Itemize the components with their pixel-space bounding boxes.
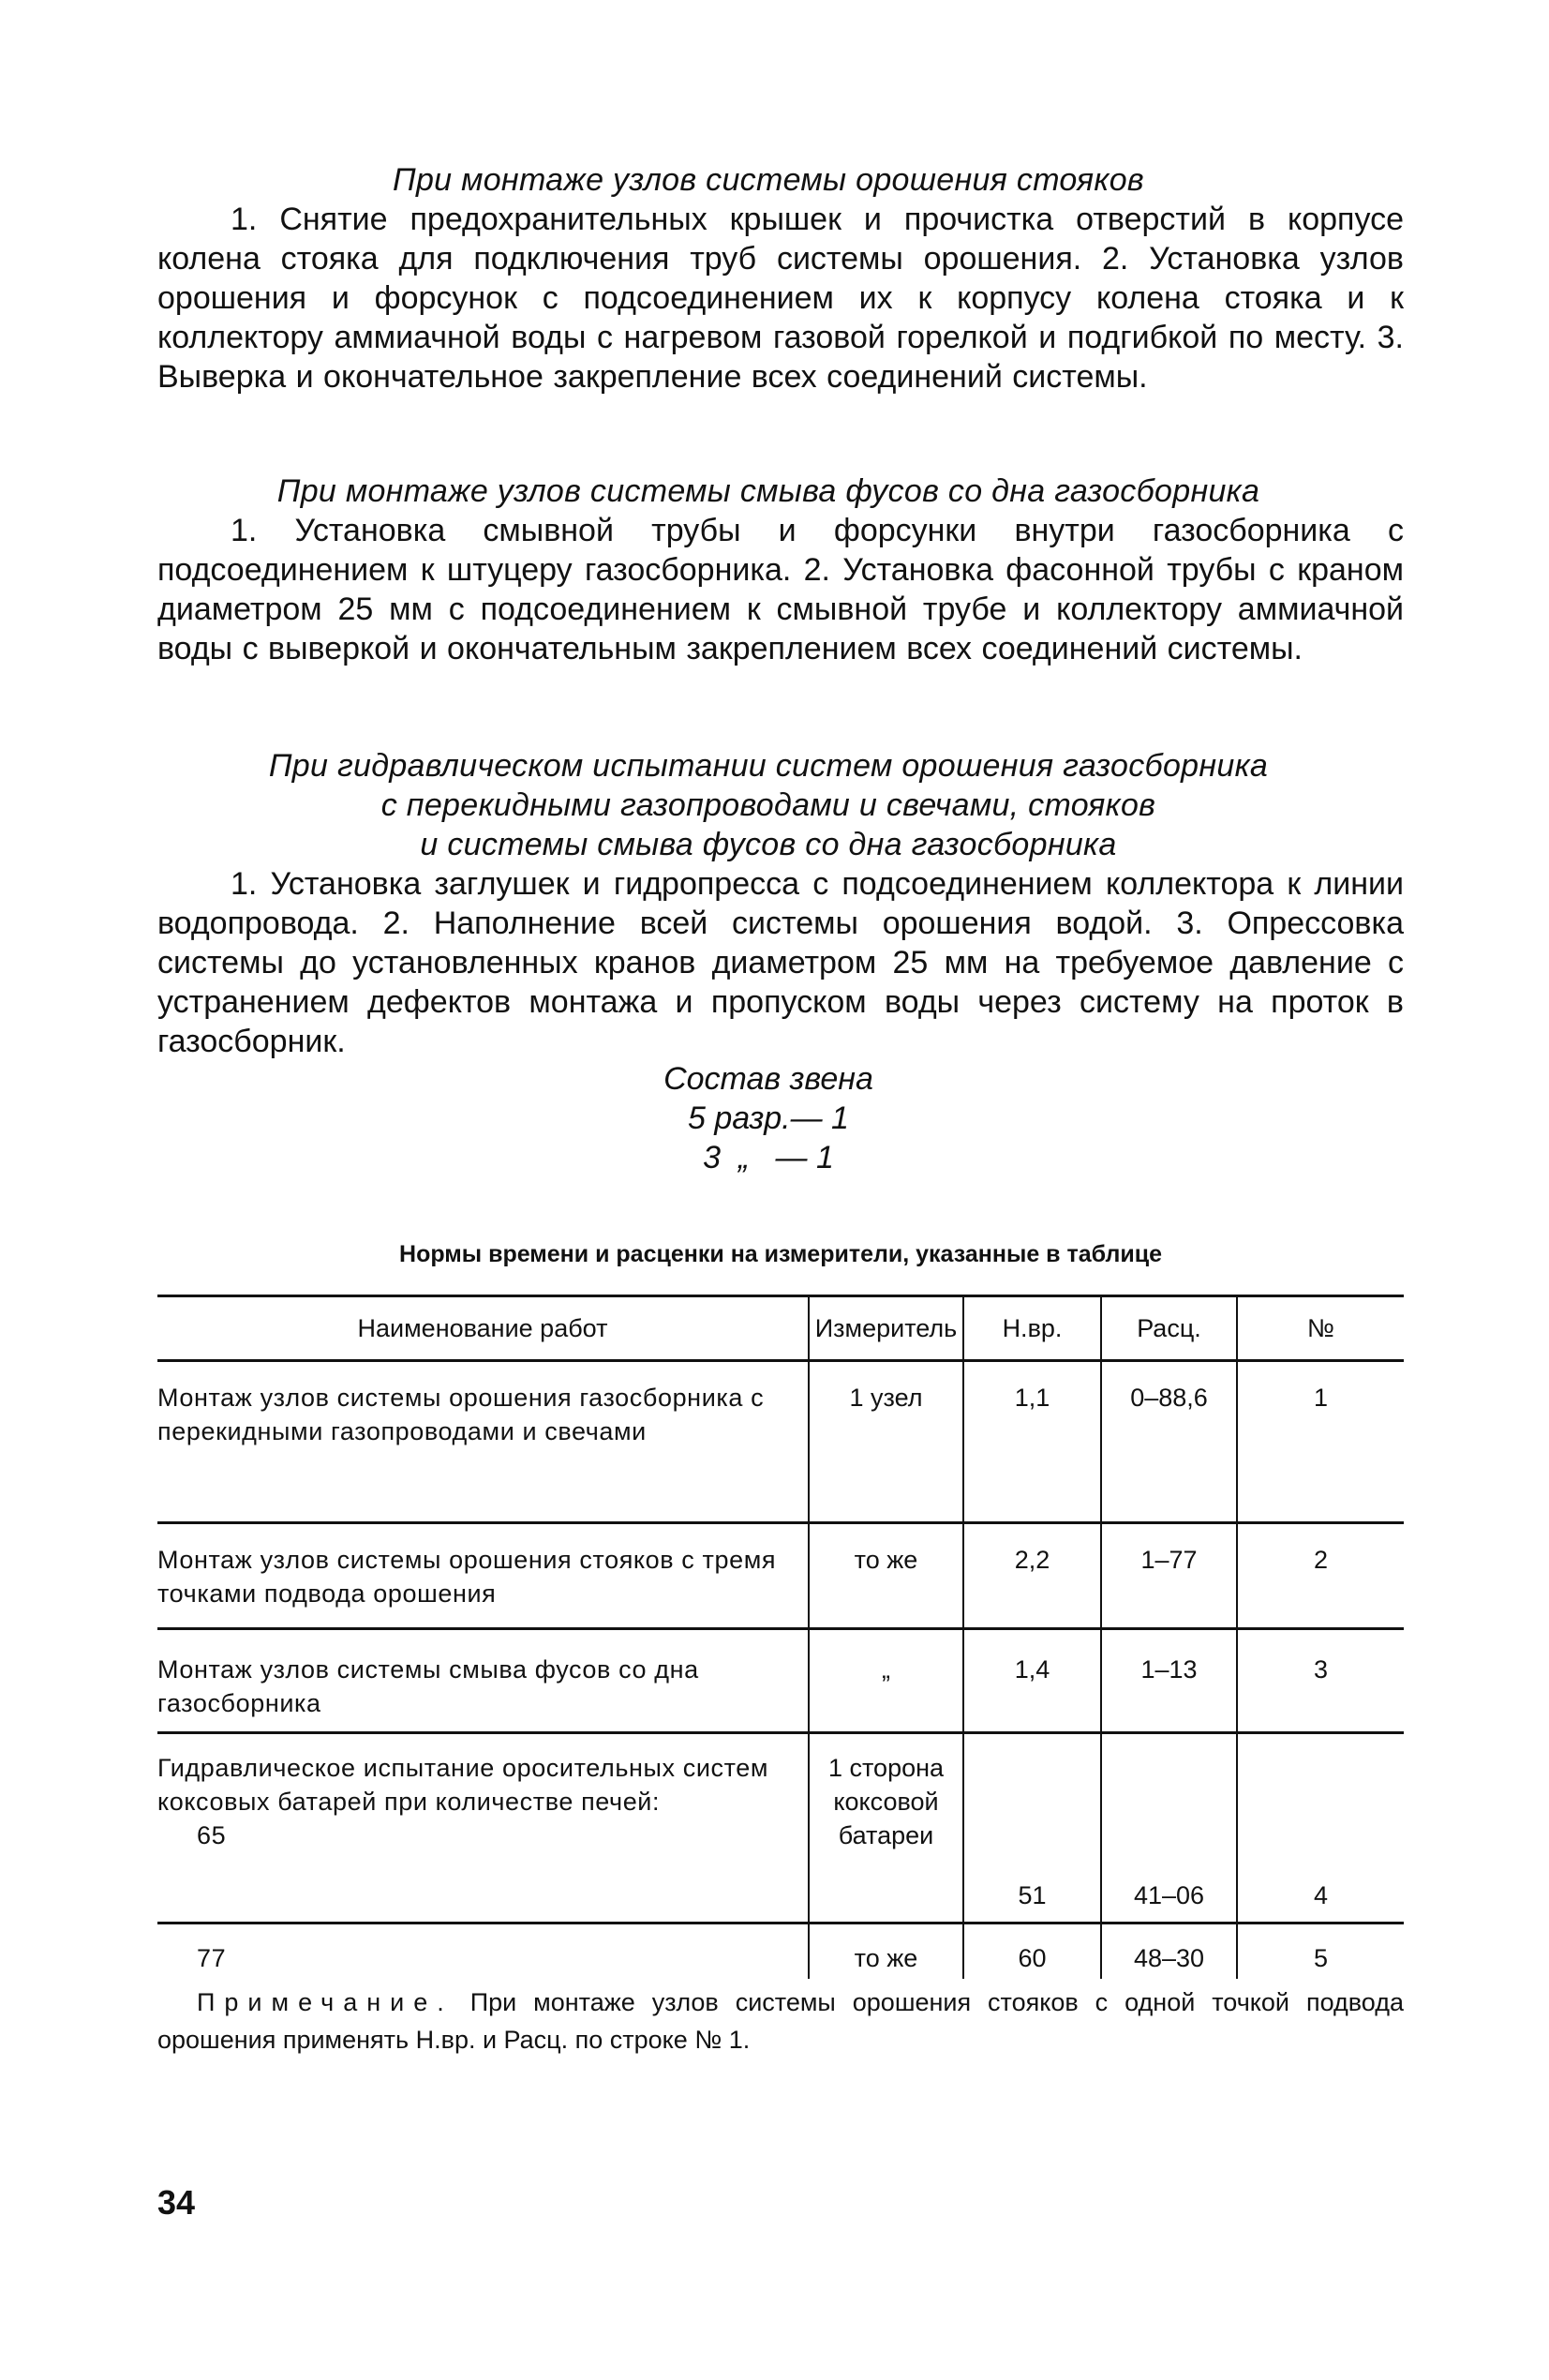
cell-rate: 0–88,6 — [1101, 1361, 1237, 1523]
cell-furnace-count: 77 — [197, 1944, 227, 1972]
header-unit: Измеритель — [809, 1296, 963, 1361]
cell-norm-time: 1,1 — [963, 1361, 1101, 1523]
table-row — [157, 1361, 1404, 1523]
table-row — [157, 1523, 1404, 1629]
page-number: 34 — [157, 2183, 196, 2222]
cell-rate: 41–06 — [1101, 1733, 1237, 1923]
section-heading-3-line-1: При гидравлическом испытании систем орошения газосборника — [268, 748, 1269, 784]
header-number: № — [1237, 1296, 1404, 1361]
note-text: При монтаже узлов системы орошения стояков с одной точкой подвода орошения применять Н.вр. и Расц. по строке № 1. — [157, 1988, 1404, 2054]
section-heading-3-line-2: с перекидными газопроводами и свечами, стояков — [380, 787, 1156, 823]
crew-line-1: 5 разр.— 1 — [688, 1100, 849, 1136]
cell-number: 4 — [1237, 1733, 1404, 1923]
crew-composition — [562, 1059, 975, 1177]
crew-line-2: 3 „ — 1 — [703, 1140, 834, 1175]
norms-table — [157, 1295, 1404, 1979]
cell-work-name: Монтаж узлов системы орошения газосборника с перекидными газопроводами и свечами — [157, 1361, 809, 1523]
section-paragraph-2: 1. Установка смывной трубы и форсунки внутри газосборника с подсоединением к штуцеру газосборника. 2. Установка фасонной трубы с краном диаметром 25 мм с подсоединением к смывной трубе и коллектору аммиачной воды с выверкой и окончательным закреплением всех соединений системы. — [157, 513, 1404, 666]
cell-unit: 1 узел — [809, 1361, 963, 1523]
cell-rate: 1–77 — [1101, 1523, 1237, 1629]
table-header-row — [157, 1296, 1404, 1361]
cell-norm-time: 1,4 — [963, 1629, 1101, 1733]
cell-furnace-count: 65 — [197, 1821, 227, 1849]
cell-work-name: Монтаж узлов системы орошения стояков с тремя точками подвода орошения — [157, 1523, 809, 1629]
section-text-1 — [157, 200, 1404, 397]
table-row — [157, 1923, 1404, 1980]
cell-work-name-text: Гидравлическое испытание оросительных систем коксовых батарей при количестве печей: — [157, 1754, 769, 1816]
cell-unit: то же — [809, 1923, 963, 1980]
section-paragraph-3: 1. Установка заглушек и гидропресса с подсоединением коллектора к линии водопровода. 2. Наполнение всей системы орошения водой. 3. Опрессовка системы до установленных кранов диаметром 25 мм на требуемое давление с устранением дефектов монтажа и пропуском воды через систему на проток в газосборник. — [157, 866, 1404, 1059]
cell-number: 3 — [1237, 1629, 1404, 1733]
table-caption: Нормы времени и расценки на измерители, указанные в таблице — [399, 1241, 1162, 1267]
cell-number: 2 — [1237, 1523, 1404, 1629]
table-row — [157, 1733, 1404, 1923]
cell-unit: то же — [809, 1523, 963, 1629]
cell-norm-time: 51 — [963, 1733, 1101, 1923]
cell-work-name — [157, 1923, 809, 1980]
table-note — [157, 1983, 1404, 2058]
cell-norm-time: 2,2 — [963, 1523, 1101, 1629]
header-work-name: Наименование работ — [157, 1296, 809, 1361]
cell-rate: 48–30 — [1101, 1923, 1237, 1980]
crew-title: Состав звена — [663, 1061, 873, 1097]
cell-number: 5 — [1313, 1944, 1329, 1972]
header-rate: Расц. — [1101, 1296, 1237, 1361]
section-text-3 — [157, 864, 1404, 1061]
cell-rate: 1–13 — [1101, 1629, 1237, 1733]
header-norm-time: Н.вр. — [963, 1296, 1101, 1361]
cell-norm-time: 60 — [963, 1923, 1101, 1980]
section-heading-1: При монтаже узлов системы орошения стояков — [393, 162, 1144, 198]
note-label: Примечание. — [197, 1988, 454, 2016]
cell-number: 1 — [1237, 1361, 1404, 1523]
section-heading-3-line-3: и системы смыва фусов со дна газосборника — [420, 827, 1117, 862]
cell-work-name — [157, 1733, 809, 1923]
cell-unit: „ — [809, 1629, 963, 1733]
table-row — [157, 1629, 1404, 1733]
section-heading-2: При монтаже узлов системы смыва фусов со дна газосборника — [276, 473, 1260, 509]
cell-unit: 1 сторона коксовой батареи — [809, 1733, 963, 1923]
section-paragraph-1: 1. Снятие предохранительных крышек и прочистка отверстий в корпусе колена стояка для подключения труб системы орошения. 2. Установка узлов орошения и форсунок с подсоединением их к корпусу колена стояка и к коллектору аммиачной воды с нагревом газовой горелкой и подгибкой по месту. 3. Выверка и окончательное закрепление всех соединений системы. — [157, 202, 1404, 395]
section-text-2 — [157, 511, 1404, 668]
section-heading-3 — [141, 746, 1396, 864]
cell-work-name: Монтаж узлов системы смыва фусов со дна газосборника — [157, 1629, 809, 1733]
